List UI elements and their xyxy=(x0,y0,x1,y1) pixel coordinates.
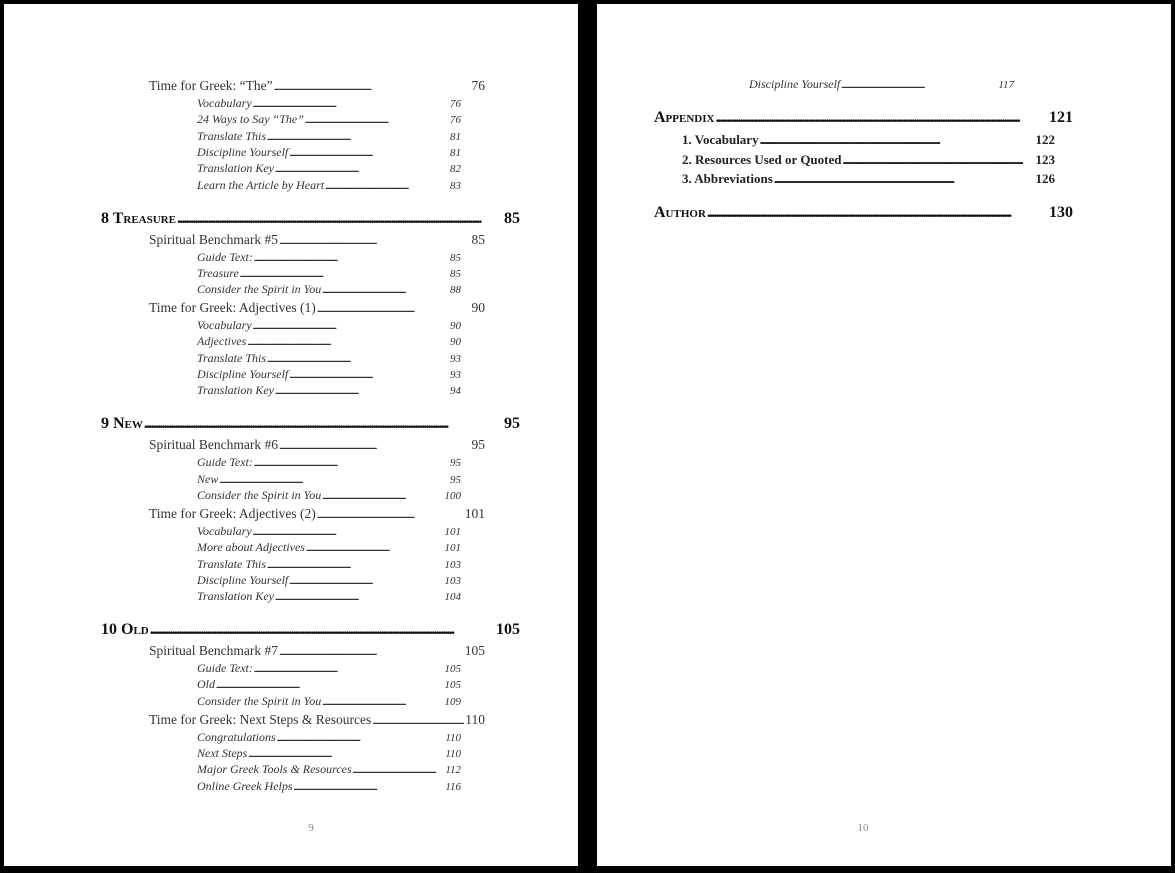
toc-entry-page: 123 xyxy=(1035,151,1055,167)
toc-entry[interactable] xyxy=(149,299,485,317)
toc-entry-title: Translation Key xyxy=(197,589,275,604)
toc-entry-page: 101 xyxy=(464,505,485,521)
toc-entry[interactable] xyxy=(149,436,485,454)
toc-entry-page: 88 xyxy=(450,284,461,297)
toc-entry-page: 109 xyxy=(444,695,461,708)
dot-leader xyxy=(325,176,449,196)
toc-entry-page: 130 xyxy=(1049,204,1073,221)
dot-leader xyxy=(843,151,1035,169)
toc-entry[interactable] xyxy=(149,505,485,523)
dot-leader xyxy=(707,204,1048,222)
toc-entry-page: 95 xyxy=(450,473,461,486)
toc-entry-page: 85 xyxy=(504,209,520,227)
toc-entry-page: 121 xyxy=(1049,109,1073,126)
toc-entry[interactable] xyxy=(197,728,461,746)
page-number: 10 xyxy=(857,822,869,834)
dot-leader xyxy=(322,280,449,300)
toc-entry-title: 10 Old xyxy=(101,621,149,639)
toc-entry-page: 93 xyxy=(450,369,461,381)
toc-entry-page: 90 xyxy=(450,336,461,349)
toc-entry-title: Vocabulary xyxy=(197,96,252,110)
toc-page-right xyxy=(597,4,1171,866)
toc-entry-title: Old xyxy=(197,677,215,692)
dot-leader xyxy=(144,415,503,433)
toc-entry-page: 112 xyxy=(445,764,461,777)
dot-leader xyxy=(760,131,1035,149)
toc-entry-title: Consider the Spirit in You xyxy=(197,487,322,502)
toc-entry-title: Guide Text: xyxy=(197,455,253,470)
toc-entry[interactable] xyxy=(197,571,461,589)
toc-entry-page: 116 xyxy=(445,780,461,793)
toc-entry-page: 85 xyxy=(471,231,485,247)
toc-entry-title: Vocabulary xyxy=(197,523,252,538)
toc-entry-page: 82 xyxy=(450,163,461,176)
toc-entry-title: Major Greek Tools & Resources xyxy=(197,762,352,777)
toc-entry[interactable] xyxy=(149,642,485,660)
toc-entry-title: New xyxy=(197,471,219,486)
toc-chapter-entry[interactable] xyxy=(654,204,1073,222)
toc-entry-title: Translate This xyxy=(197,350,267,365)
toc-entry-title: Spiritual Benchmark #7 xyxy=(149,643,278,659)
dot-leader xyxy=(774,170,1035,188)
toc-entry-page: 81 xyxy=(450,130,461,143)
toc-entry-title: Spiritual Benchmark #6 xyxy=(149,437,278,453)
toc-entry-title: 3. Abbreviations xyxy=(682,171,773,186)
toc-entry-title: Discipline Yourself xyxy=(197,367,289,381)
toc-entry[interactable] xyxy=(197,675,461,693)
toc-entry-page: 105 xyxy=(464,643,485,659)
toc-entry-page: 110 xyxy=(445,731,461,744)
toc-entry[interactable] xyxy=(197,659,461,677)
dot-leader xyxy=(275,381,449,401)
toc-entry-title: Author xyxy=(654,204,706,221)
toc-entry-page: 110 xyxy=(445,748,461,760)
dot-leader xyxy=(275,587,443,607)
toc-entry-title: Next Steps xyxy=(197,746,248,760)
toc-entry[interactable] xyxy=(197,349,461,367)
toc-entry-page: 101 xyxy=(444,542,461,555)
toc-entry-title: Congratulations xyxy=(197,729,276,744)
toc-entry-page: 110 xyxy=(465,711,485,727)
toc-entry-title: Discipline Yourself xyxy=(749,77,841,91)
toc-entry-title: Learn the Article by Heart xyxy=(197,177,325,192)
toc-entry-title: Guide Text: xyxy=(197,661,253,676)
toc-entry-page: 76 xyxy=(450,98,461,110)
toc-entry-title: 9 New xyxy=(101,415,143,433)
toc-entry[interactable] xyxy=(197,744,461,762)
toc-entry-page: 90 xyxy=(450,320,461,333)
toc-entry-title: 2. Resources Used or Quoted xyxy=(682,151,842,167)
toc-entry[interactable] xyxy=(197,248,461,266)
toc-entry-page: 122 xyxy=(1035,132,1055,147)
toc-entry-title: Guide Text: xyxy=(197,249,253,264)
toc-entry-title: Translation Key xyxy=(197,383,275,398)
toc-entry-title: Translation Key xyxy=(197,161,275,176)
toc-entry-title: Adjectives xyxy=(197,334,247,349)
dot-leader xyxy=(294,777,445,797)
toc-entry[interactable] xyxy=(682,170,1055,188)
toc-entry-title: Spiritual Benchmark #5 xyxy=(149,231,278,247)
toc-entry-page: 85 xyxy=(450,267,461,280)
toc-entry[interactable] xyxy=(197,470,461,488)
toc-entry[interactable] xyxy=(197,365,461,383)
toc-entry-title: Translate This xyxy=(197,128,267,143)
toc-entry[interactable] xyxy=(197,280,461,298)
toc-entry-page: 105 xyxy=(444,679,461,692)
dot-leader xyxy=(322,486,443,506)
toc-entry-title: 24 Ways to Say “The” xyxy=(197,112,304,127)
toc-entry-title: Time for Greek: “The” xyxy=(149,78,273,93)
toc-entry[interactable] xyxy=(197,159,461,177)
toc-entry[interactable] xyxy=(197,587,461,605)
toc-entry[interactable] xyxy=(749,75,1014,93)
toc-entry[interactable] xyxy=(149,77,485,95)
toc-entry-page: 81 xyxy=(450,146,461,159)
toc-entry[interactable] xyxy=(149,711,485,729)
toc-entry-title: Time for Greek: Next Steps & Resources xyxy=(149,711,372,727)
toc-entry[interactable] xyxy=(149,231,485,249)
toc-entry-title: Consider the Spirit in You xyxy=(197,282,322,297)
toc-entry-title: 8 Treasure xyxy=(101,209,176,227)
toc-chapter-entry[interactable] xyxy=(101,621,520,639)
toc-entry[interactable] xyxy=(197,143,461,161)
toc-entry-title: Consider the Spirit in You xyxy=(197,693,322,708)
toc-entry-page: 104 xyxy=(444,591,461,604)
toc-entry-page: 103 xyxy=(444,558,461,571)
toc-entry-page: 117 xyxy=(998,79,1014,91)
toc-entry[interactable] xyxy=(197,522,461,540)
toc-entry-page: 100 xyxy=(444,489,461,502)
toc-entry-title: Vocabulary xyxy=(197,318,252,333)
toc-entry-page: 76 xyxy=(471,78,485,93)
toc-entry-title: 1. Vocabulary xyxy=(682,132,759,147)
toc-entry[interactable] xyxy=(197,760,461,778)
toc-entry[interactable] xyxy=(197,316,461,334)
toc-entry-page: 95 xyxy=(504,415,520,433)
toc-chapter-entry[interactable] xyxy=(101,415,520,433)
toc-entry[interactable] xyxy=(197,381,461,399)
toc-chapter-entry[interactable] xyxy=(101,210,520,228)
toc-entry-title: Discipline Yourself xyxy=(197,144,289,159)
toc-entry-title: Translate This xyxy=(197,556,267,571)
toc-entry-page: 94 xyxy=(450,385,461,398)
toc-entry-title: Online Greek Helps xyxy=(197,778,293,793)
toc-entry-page: 103 xyxy=(444,574,461,587)
dot-leader xyxy=(177,210,503,228)
toc-entry[interactable] xyxy=(197,692,461,710)
toc-entry-title: Discipline Yourself xyxy=(197,572,289,587)
toc-entry-page: 93 xyxy=(450,352,461,365)
page-number: 9 xyxy=(308,822,314,834)
toc-entry[interactable] xyxy=(197,777,461,795)
toc-entry-page: 126 xyxy=(1035,171,1055,186)
toc-entry-page: 76 xyxy=(450,114,461,127)
toc-entry[interactable] xyxy=(197,127,461,145)
toc-chapter-entry[interactable] xyxy=(654,109,1073,127)
toc-page-left xyxy=(4,4,578,866)
dot-leader xyxy=(150,621,495,639)
toc-entry[interactable] xyxy=(197,176,461,194)
toc-entry[interactable] xyxy=(682,131,1055,149)
toc-entry[interactable] xyxy=(197,264,461,282)
toc-entry[interactable] xyxy=(682,151,1055,169)
toc-entry-page: 105 xyxy=(444,663,461,676)
toc-entry[interactable] xyxy=(197,110,461,128)
toc-entry[interactable] xyxy=(197,486,461,504)
toc-entry[interactable] xyxy=(197,555,461,573)
toc-entry-title: Treasure xyxy=(197,265,239,280)
toc-entry-page: 85 xyxy=(450,251,461,264)
toc-entry-page: 101 xyxy=(444,525,461,538)
toc-entry[interactable] xyxy=(197,94,461,112)
dot-leader xyxy=(715,109,1048,127)
toc-entry-page: 83 xyxy=(450,179,461,192)
toc-entry-page: 90 xyxy=(471,300,485,316)
toc-entry-page: 105 xyxy=(496,621,520,639)
toc-entry-title: Time for Greek: Adjectives (2) xyxy=(149,505,316,521)
toc-entry-page: 95 xyxy=(450,457,461,470)
toc-entry-page: 95 xyxy=(471,437,485,453)
toc-entry-title: Appendix xyxy=(654,109,715,126)
toc-entry[interactable] xyxy=(197,538,461,556)
toc-entry[interactable] xyxy=(197,332,461,350)
dot-leader xyxy=(841,75,997,95)
toc-entry-title: Time for Greek: Adjectives (1) xyxy=(149,300,316,316)
toc-entry[interactable] xyxy=(197,453,461,471)
dot-leader xyxy=(322,692,443,712)
toc-entry-title: More about Adjectives xyxy=(197,540,305,555)
